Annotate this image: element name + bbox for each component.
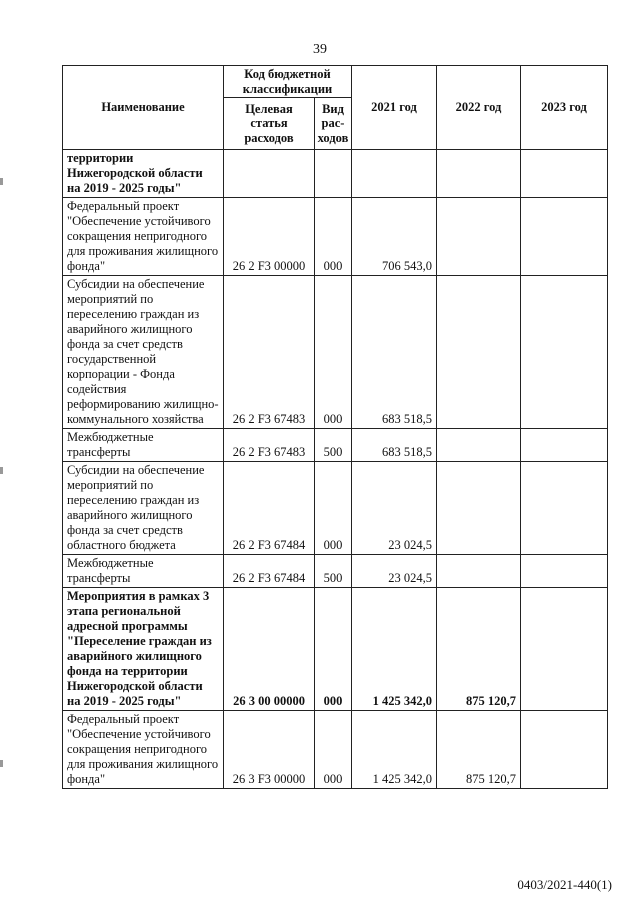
punch-hole-mark — [0, 178, 3, 185]
row-target-article: 26 2 F3 67483 — [224, 429, 315, 462]
row-target-article: 26 2 F3 00000 — [224, 198, 315, 276]
row-2021-amount: 23 024,5 — [352, 462, 437, 555]
header-code-group: Код бюджетной классификации — [224, 66, 352, 98]
row-2022-amount — [437, 555, 521, 588]
header-2022: 2022 год — [437, 66, 521, 150]
row-name: Мероприятия в рамках 3 этапа региональной адресной программы "Переселение граждан из аварийного жилищного фонда на территории Нижегородской области на 2019 - 2025 годы" — [63, 588, 224, 711]
row-2023-amount — [521, 555, 608, 588]
budget-table — [62, 65, 608, 789]
row-2023-amount — [521, 711, 608, 789]
row-target-article: 26 2 F3 67483 — [224, 276, 315, 429]
row-expense-type: 000 — [315, 276, 352, 429]
row-2023-amount — [521, 588, 608, 711]
page-number: 39 — [313, 42, 327, 57]
row-name: Федеральный проект "Обеспечение устойчивого сокращения непригодного для проживания жилищного фонда" — [63, 711, 224, 789]
row-target-article — [224, 150, 315, 198]
row-name: Межбюджетные трансферты — [63, 429, 224, 462]
row-target-article: 26 2 F3 67484 — [224, 555, 315, 588]
table-row — [63, 555, 608, 588]
row-2022-amount — [437, 276, 521, 429]
row-2023-amount — [521, 198, 608, 276]
header-2021: 2021 год — [352, 66, 437, 150]
row-target-article: 26 3 F3 00000 — [224, 711, 315, 789]
row-target-article: 26 2 F3 67484 — [224, 462, 315, 555]
table-row — [63, 276, 608, 429]
header-2023: 2023 год — [521, 66, 608, 150]
punch-hole-mark — [0, 467, 3, 474]
row-target-article: 26 3 00 00000 — [224, 588, 315, 711]
row-2021-amount: 1 425 342,0 — [352, 588, 437, 711]
table-row — [63, 588, 608, 711]
row-2021-amount: 1 425 342,0 — [352, 711, 437, 789]
row-name: территории Нижегородской области на 2019 - 2025 годы" — [63, 150, 224, 198]
table-row — [63, 711, 608, 789]
row-expense-type: 000 — [315, 462, 352, 555]
row-2023-amount — [521, 150, 608, 198]
row-expense-type: 000 — [315, 588, 352, 711]
row-2022-amount — [437, 150, 521, 198]
row-2021-amount — [352, 150, 437, 198]
row-expense-type — [315, 150, 352, 198]
table-row — [63, 429, 608, 462]
header-expense-type: Вид рас-ходов — [315, 98, 352, 150]
table-row — [63, 462, 608, 555]
punch-hole-mark — [0, 760, 3, 767]
row-2022-amount: 875 120,7 — [437, 588, 521, 711]
row-expense-type: 500 — [315, 555, 352, 588]
row-2021-amount: 683 518,5 — [352, 429, 437, 462]
row-name: Межбюджетные трансферты — [63, 555, 224, 588]
row-2022-amount — [437, 198, 521, 276]
row-2023-amount — [521, 276, 608, 429]
header-name: Наименование — [63, 66, 224, 150]
row-expense-type: 000 — [315, 198, 352, 276]
row-2022-amount — [437, 429, 521, 462]
row-2021-amount: 23 024,5 — [352, 555, 437, 588]
row-name: Субсидии на обеспечение мероприятий по переселению граждан из аварийного жилищного фонда за счет средств областного бюджета — [63, 462, 224, 555]
header-target-article: Целевая статья расходов — [224, 98, 315, 150]
row-2023-amount — [521, 429, 608, 462]
document-id: 0403/2021-440(1) — [517, 877, 612, 892]
table-row — [63, 198, 608, 276]
row-2023-amount — [521, 462, 608, 555]
row-expense-type: 500 — [315, 429, 352, 462]
row-expense-type: 000 — [315, 711, 352, 789]
row-2022-amount: 875 120,7 — [437, 711, 521, 789]
row-name: Федеральный проект "Обеспечение устойчивого сокращения непригодного для проживания жилищного фонда" — [63, 198, 224, 276]
row-name: Субсидии на обеспечение мероприятий по переселению граждан из аварийного жилищного фонда за счет средств государственной корпорации - Фонда содействия реформированию жилищно-коммунального хозяйства — [63, 276, 224, 429]
row-2022-amount — [437, 462, 521, 555]
row-2021-amount: 683 518,5 — [352, 276, 437, 429]
table-row — [63, 150, 608, 198]
row-2021-amount: 706 543,0 — [352, 198, 437, 276]
